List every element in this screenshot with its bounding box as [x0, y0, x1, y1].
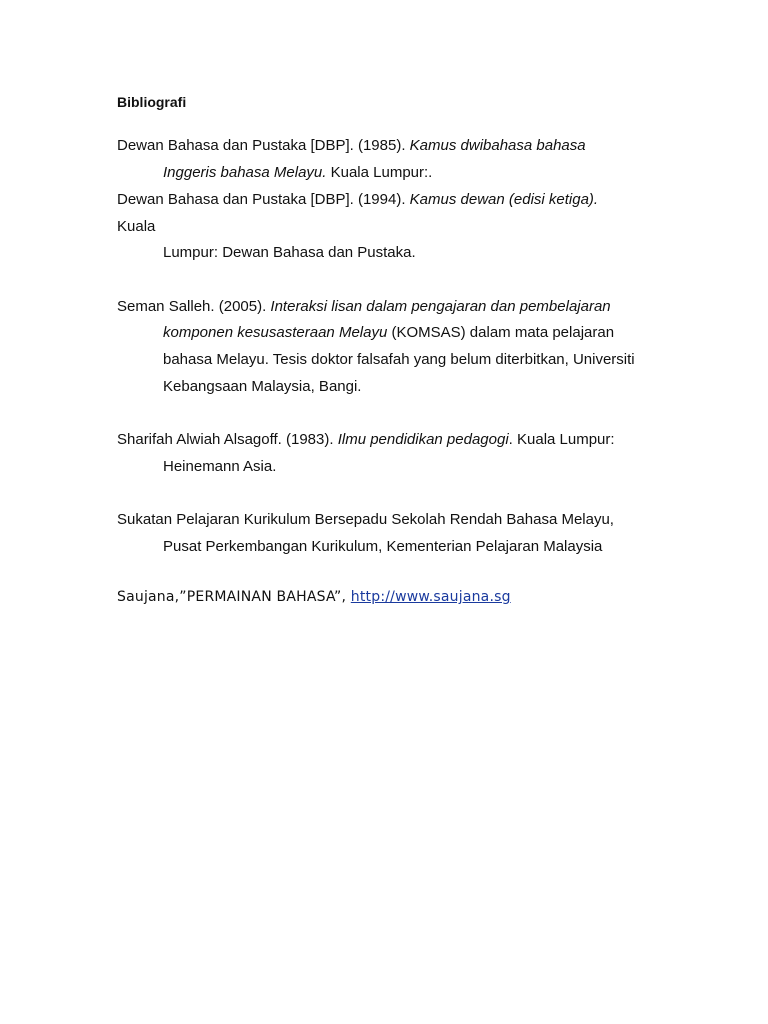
- reference-italic-title: Ilmu pendidikan pedagogi: [337, 431, 509, 448]
- reference-text: Sharifah Alwiah Alsagoff. (1983).: [117, 431, 338, 448]
- reference-line: [117, 298, 611, 316]
- reference-line: [163, 164, 432, 182]
- reference-line: [117, 191, 598, 209]
- reference-text: Dewan Bahasa dan Pustaka [DBP]. (1994).: [117, 191, 410, 208]
- reference-text: Kuala Lumpur:.: [326, 164, 433, 181]
- reference-line: Pusat Perkembangan Kurikulum, Kementerian Pelajaran Malaysia: [163, 538, 603, 555]
- reference-italic-title: Kamus dwibahasa bahasa: [409, 137, 586, 154]
- reference-italic-title: Kamus dewan (edisi ketiga).: [409, 191, 599, 208]
- reference-text: Dewan Bahasa dan Pustaka [DBP]. (1985).: [117, 137, 410, 154]
- reference-text: Seman Salleh. (2005).: [117, 298, 271, 315]
- saujana-link[interactable]: http://www.saujana.sg: [350, 589, 511, 605]
- reference-line: Kebangsaan Malaysia, Bangi.: [163, 378, 362, 395]
- reference-text: (KOMSAS) dalam mata pelajaran: [387, 324, 615, 341]
- reference-line: Lumpur: Dewan Bahasa dan Pustaka.: [163, 244, 416, 261]
- reference-italic-title: Interaksi lisan dalam pengajaran dan pembelajaran: [270, 298, 611, 315]
- reference-line: [163, 324, 614, 342]
- reference-italic-title: Inggeris bahasa Melayu.: [163, 164, 327, 181]
- reference-line: Kuala: [117, 218, 156, 235]
- page-title: Bibliografi: [117, 94, 187, 110]
- reference-line: [117, 431, 615, 449]
- reference-italic-title: komponen kesusasteraan Melayu: [163, 324, 388, 341]
- reference-line: [117, 588, 511, 606]
- reference-line: Sukatan Pelajaran Kurikulum Bersepadu Sekolah Rendah Bahasa Melayu,: [117, 511, 614, 528]
- reference-text: Saujana,”PERMAINAN BAHASA”,: [117, 589, 351, 605]
- reference-line: Heinemann Asia.: [163, 458, 277, 475]
- reference-line: bahasa Melayu. Tesis doktor falsafah yang belum diterbitkan, Universiti: [163, 351, 635, 368]
- reference-line: [117, 137, 586, 155]
- reference-text: . Kuala Lumpur:: [508, 431, 615, 448]
